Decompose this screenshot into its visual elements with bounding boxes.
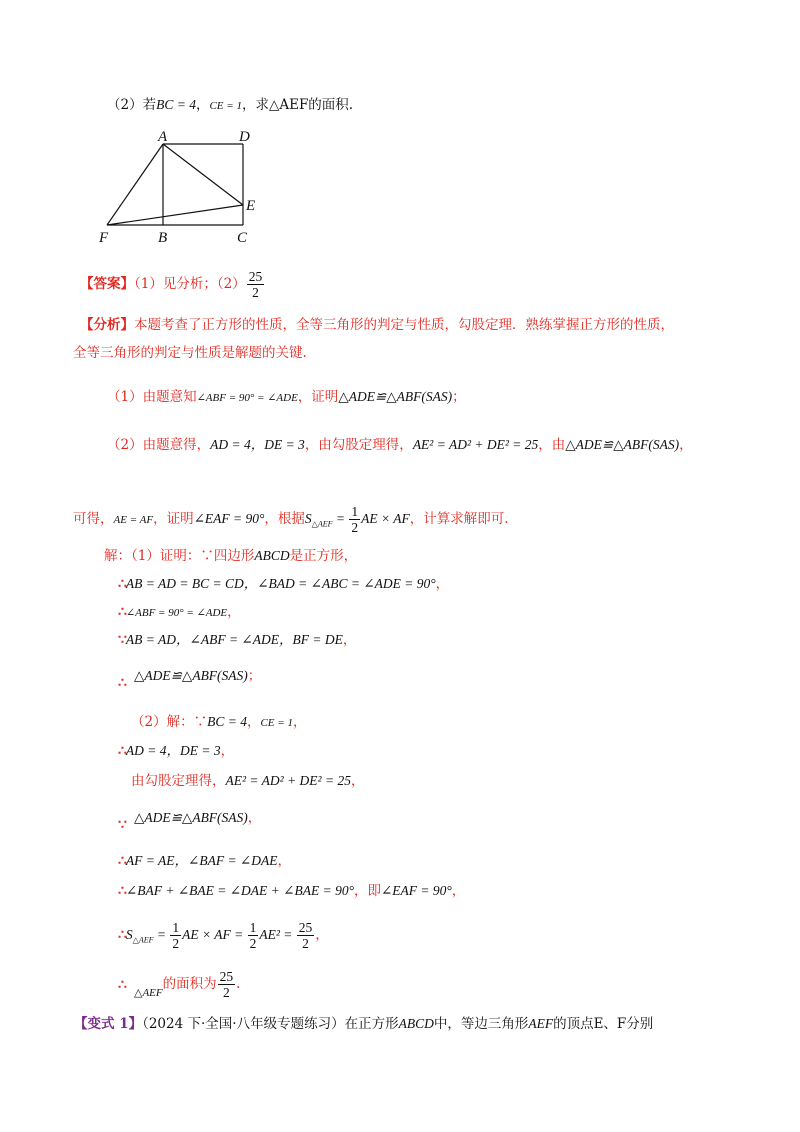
because-holder: [118, 800, 134, 833]
therefore-symbol: ∴: [118, 604, 126, 620]
analysis-line-1: [80, 314, 674, 336]
therefore-holder: [118, 966, 134, 993]
label-E: E: [246, 198, 256, 214]
denominator: 2: [252, 285, 259, 300]
solution-text: 解：（1）证明：∵四边形: [104, 548, 255, 564]
math-expression: △AEF: [134, 987, 163, 999]
problem-ask: ，求△AEF的面积.: [241, 97, 354, 113]
analysis-line-2: 全等三角形的判定与性质是解题的关键.: [73, 345, 307, 361]
step-text: （1）由题意知: [107, 389, 197, 405]
solution-text: ，: [342, 632, 357, 648]
numerator: 1: [249, 920, 257, 935]
math-expression: ABCD: [398, 1016, 434, 1031]
step-text: ，根据: [264, 511, 305, 527]
solution-line-1: [104, 545, 357, 567]
math-expression: AE² = AD² + DE² = 25: [225, 773, 351, 788]
solution-text: ，: [292, 714, 307, 730]
therefore-holder: [118, 658, 134, 691]
solution-text: ，: [277, 853, 291, 869]
solution-text: 是正方形，: [289, 548, 358, 564]
separator: ，: [195, 97, 210, 113]
therefore-symbol: ∴: [118, 927, 126, 943]
math-expression: △ADE≌△ABF(SAS): [134, 810, 248, 825]
label-A: A: [158, 129, 168, 145]
numerator: 25: [248, 269, 263, 284]
step-text: ，证明: [153, 511, 194, 527]
answer-tag: 【答案】: [80, 276, 134, 292]
math-expression: ∠ABF = 90° = ∠ADE: [125, 607, 228, 619]
math-expression: △ADE≌△ABF(SAS): [338, 389, 453, 404]
solution-text: ，: [315, 927, 329, 943]
area-symbol: S: [125, 927, 133, 942]
numerator: 1: [172, 920, 180, 935]
edge-AF: [107, 144, 163, 225]
problem-line: [107, 94, 353, 117]
math-expression: AE² =: [259, 927, 296, 942]
denominator: 2: [249, 936, 257, 951]
math-expression: CE = 1: [260, 717, 293, 729]
therefore-symbol: ∴: [118, 853, 126, 869]
fraction-2: [248, 920, 259, 951]
label-B: B: [158, 230, 168, 246]
variant-line: [74, 1013, 653, 1035]
area-fraction: [218, 969, 236, 1000]
equals: =: [153, 927, 170, 942]
math-expression: BC = 4: [207, 714, 247, 729]
therefore-symbol: ∴: [118, 977, 126, 993]
numerator: 25: [298, 920, 313, 935]
math-expression: ∠EAF = 90°: [193, 511, 265, 526]
solution-text: ，: [220, 743, 235, 759]
solution-text: ，: [246, 714, 261, 730]
label-D: D: [239, 129, 250, 145]
math-expression: △ADE≌△ABF(SAS): [565, 437, 680, 452]
numerator: 1: [351, 504, 359, 519]
solution-text: ，: [227, 604, 241, 620]
step-text: （2）由题意得，: [107, 437, 211, 453]
solution-text: 由勾股定理得，: [131, 773, 226, 789]
equals: =: [332, 511, 349, 526]
math-expression: △ADE≌△ABF(SAS): [134, 668, 248, 683]
solution-text: ，: [247, 810, 262, 826]
solution-text: .: [236, 976, 241, 992]
math-expression: AB = AD，∠ABF = ∠ADE，BF = DE: [125, 632, 343, 647]
therefore-symbol: ∴: [118, 675, 126, 691]
variant-text: 的顶点E、F分别: [553, 1016, 654, 1032]
analysis-text: 本题考查了正方形的性质，全等三角形的判定与性质，勾股定理．熟练掌握正方形的性质，: [134, 317, 674, 333]
solution-text: ；: [247, 668, 262, 684]
answer-fraction: [247, 269, 265, 300]
math-expression: AE = AF: [113, 514, 154, 526]
because-symbol: ∵: [118, 632, 126, 648]
ce-equation: CE = 1: [209, 100, 242, 112]
analysis-step-1: [107, 386, 466, 409]
bc-equation: BC = 4: [156, 97, 196, 112]
half-fraction: [349, 504, 360, 535]
solution-line-12: [118, 920, 329, 952]
solution-text: 的面积为: [162, 976, 217, 992]
solution-text: ，: [350, 773, 365, 789]
numerator: 25: [219, 969, 234, 984]
solution-line-10: [118, 850, 291, 872]
edge-AE: [163, 144, 243, 205]
solution-text: ，: [451, 883, 466, 899]
step-text: ，由勾股定理得，: [304, 437, 413, 453]
analysis-step-3: [73, 504, 509, 536]
square-figure: [95, 130, 265, 250]
problem-prefix: （2）若: [107, 97, 157, 113]
answer-text: （1）见分析；（2）: [134, 276, 246, 292]
variant-tag: 【变式 1】: [74, 1016, 143, 1032]
math-expression: AE × AF =: [182, 927, 247, 942]
answer-line: [80, 269, 265, 300]
variant-text: （2024 下·全国·八年级专题练习）在正方形: [142, 1016, 399, 1032]
solution-text: （2）解：∵: [131, 714, 208, 730]
solution-line-4: [118, 629, 356, 651]
edge-FE: [107, 205, 243, 225]
fraction-3: [297, 920, 315, 951]
denominator: 2: [351, 520, 359, 535]
math-expression: AE² = AD² + DE² = 25: [412, 437, 539, 452]
area-symbol: S: [304, 511, 312, 526]
solution-line-7: [118, 740, 234, 762]
solution-line-9: [118, 800, 262, 833]
solution-line-6: [131, 711, 306, 734]
therefore-symbol: ∴: [118, 743, 126, 759]
denominator: 2: [302, 936, 309, 951]
area-subscript: △AEF: [132, 935, 154, 945]
math-expression: ∠ABF = 90° = ∠ADE: [196, 392, 298, 404]
therefore-symbol: ∴: [118, 576, 126, 592]
because-symbol: ∵: [118, 817, 126, 833]
variant-text: 中，等边三角形: [433, 1016, 529, 1032]
area-formula: [125, 927, 170, 945]
solution-line-5: [118, 658, 262, 691]
math-expression: AEF: [528, 1016, 554, 1031]
math-expression: AD = 4，DE = 3: [125, 743, 221, 758]
math-expression: ∠EAF = 90°: [380, 883, 452, 898]
therefore-symbol: ∴: [118, 883, 126, 899]
analysis-tag: 【分析】: [80, 317, 134, 333]
solution-text: ，即: [353, 883, 381, 899]
step-text: 可得，: [73, 511, 114, 527]
solution-text: ，: [435, 576, 450, 592]
denominator: 2: [223, 985, 230, 1000]
label-F: F: [99, 230, 109, 246]
step-text: ；: [452, 389, 466, 405]
fraction-1: [170, 920, 181, 951]
solution-line-13: [118, 966, 240, 1000]
step-text: ，由: [538, 437, 566, 453]
step-text: ，计算求解即可.: [409, 511, 509, 527]
math-expression: AB = AD = BC = CD，∠BAD = ∠ABC = ∠ADE = 90°: [125, 576, 436, 591]
solution-line-3: [118, 601, 241, 624]
math-expression: ABCD: [254, 548, 290, 563]
area-subscript: △AEF: [311, 519, 333, 529]
denominator: 2: [172, 936, 180, 951]
math-expression: AD = 4，DE = 3: [210, 437, 305, 452]
analysis-step-2: [107, 434, 693, 456]
solution-line-2: [118, 573, 449, 595]
step-text: ，证明: [297, 389, 339, 405]
solution-line-8: [131, 770, 364, 792]
area-formula: [304, 511, 349, 529]
step-text: ，: [679, 437, 693, 453]
math-expression: ∠BAF + ∠BAE = ∠DAE + ∠BAE = 90°: [125, 883, 354, 898]
math-expression: AF = AE，∠BAF = ∠DAE: [125, 853, 278, 868]
label-C: C: [237, 230, 248, 246]
math-expression: AE × AF: [361, 511, 410, 526]
solution-line-11: [118, 880, 465, 902]
